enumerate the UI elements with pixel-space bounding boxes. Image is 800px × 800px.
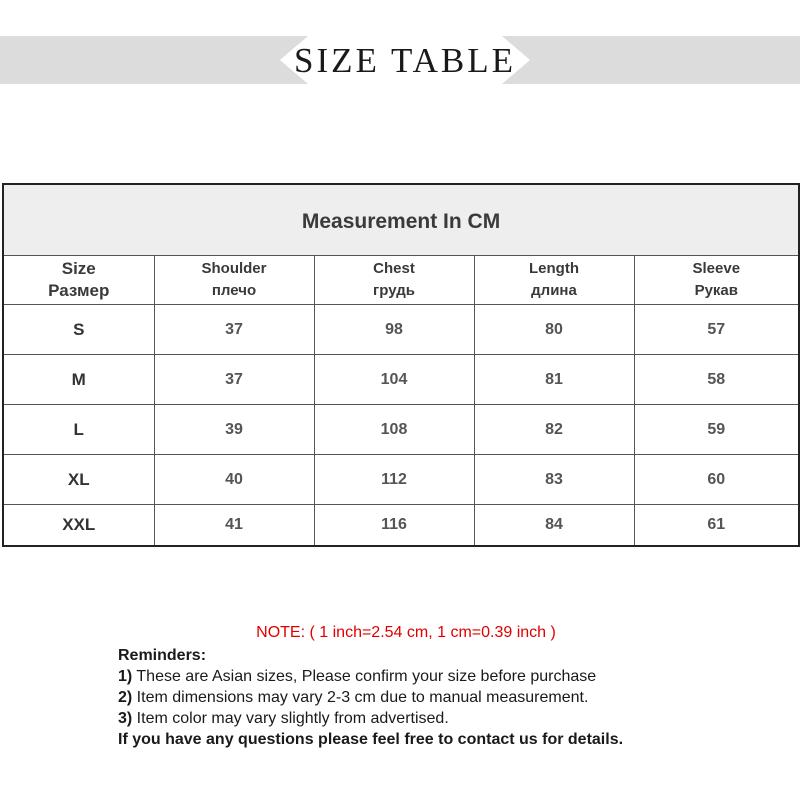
reminder-item bbox=[118, 708, 798, 729]
sleeve-cell: 61 bbox=[634, 505, 799, 547]
table-caption: Measurement In CM bbox=[3, 184, 799, 256]
reminder-item bbox=[118, 687, 798, 708]
sleeve-cell: 60 bbox=[634, 455, 799, 505]
reminder-text: Item dimensions may vary 2-3 cm due to manual measurement. bbox=[132, 689, 589, 706]
column-header-label-ru: Размер bbox=[48, 281, 110, 300]
shoulder-cell: 37 bbox=[154, 355, 314, 405]
chest-cell: 116 bbox=[314, 505, 474, 547]
table-caption-row bbox=[3, 184, 799, 256]
size-cell: M bbox=[3, 355, 154, 405]
table-row bbox=[3, 305, 799, 355]
column-header-sleeve bbox=[634, 256, 799, 305]
sleeve-cell: 57 bbox=[634, 305, 799, 355]
column-header-label: Sleeve bbox=[692, 260, 741, 277]
column-header-label-ru: Рукав bbox=[694, 282, 738, 299]
chest-cell: 104 bbox=[314, 355, 474, 405]
chest-cell: 98 bbox=[314, 305, 474, 355]
chest-cell: 108 bbox=[314, 405, 474, 455]
reminder-number: 3) bbox=[118, 710, 133, 727]
length-cell: 84 bbox=[474, 505, 634, 547]
length-cell: 82 bbox=[474, 405, 634, 455]
table-row bbox=[3, 455, 799, 505]
table-row bbox=[3, 405, 799, 455]
column-header-label-ru: длина bbox=[531, 282, 577, 299]
column-header-length bbox=[474, 256, 634, 305]
column-header-label: Chest bbox=[373, 260, 415, 277]
chest-cell: 112 bbox=[314, 455, 474, 505]
shoulder-cell: 40 bbox=[154, 455, 314, 505]
conversion-note: NOTE: ( 1 inch=2.54 cm, 1 cm=0.39 inch ) bbox=[256, 624, 556, 641]
page-title: SIZE TABLE bbox=[294, 41, 516, 80]
reminders-heading: Reminders: bbox=[118, 647, 207, 664]
size-cell: S bbox=[3, 305, 154, 355]
reminders-block bbox=[118, 645, 798, 750]
reminder-item bbox=[118, 666, 798, 687]
size-table bbox=[2, 183, 800, 547]
sleeve-cell: 58 bbox=[634, 355, 799, 405]
column-header-label-ru: плечо bbox=[211, 282, 257, 299]
table-row bbox=[3, 505, 799, 547]
column-header-label-ru: грудь bbox=[373, 282, 415, 299]
length-cell: 81 bbox=[474, 355, 634, 405]
shoulder-cell: 37 bbox=[154, 305, 314, 355]
reminder-number: 2) bbox=[118, 689, 133, 706]
size-cell: XXL bbox=[3, 505, 154, 547]
shoulder-cell: 41 bbox=[154, 505, 314, 547]
length-cell: 83 bbox=[474, 455, 634, 505]
reminder-text: Item color may vary slightly from advertised. bbox=[132, 710, 449, 727]
contact-line: If you have any questions please feel free to contact us for details. bbox=[118, 731, 624, 748]
length-cell: 80 bbox=[474, 305, 634, 355]
table-header-row bbox=[3, 256, 799, 305]
table-row bbox=[3, 355, 799, 405]
size-cell: XL bbox=[3, 455, 154, 505]
column-header-label: Size bbox=[61, 259, 96, 278]
size-cell: L bbox=[3, 405, 154, 455]
column-header-label: Shoulder bbox=[201, 260, 267, 277]
reminder-number: 1) bbox=[118, 668, 133, 685]
shoulder-cell: 39 bbox=[154, 405, 314, 455]
column-header-label: Length bbox=[529, 260, 579, 277]
sleeve-cell: 59 bbox=[634, 405, 799, 455]
reminder-text: These are Asian sizes, Please confirm your size before purchase bbox=[132, 668, 597, 685]
column-header-size bbox=[3, 256, 154, 305]
column-header-shoulder bbox=[154, 256, 314, 305]
column-header-chest bbox=[314, 256, 474, 305]
